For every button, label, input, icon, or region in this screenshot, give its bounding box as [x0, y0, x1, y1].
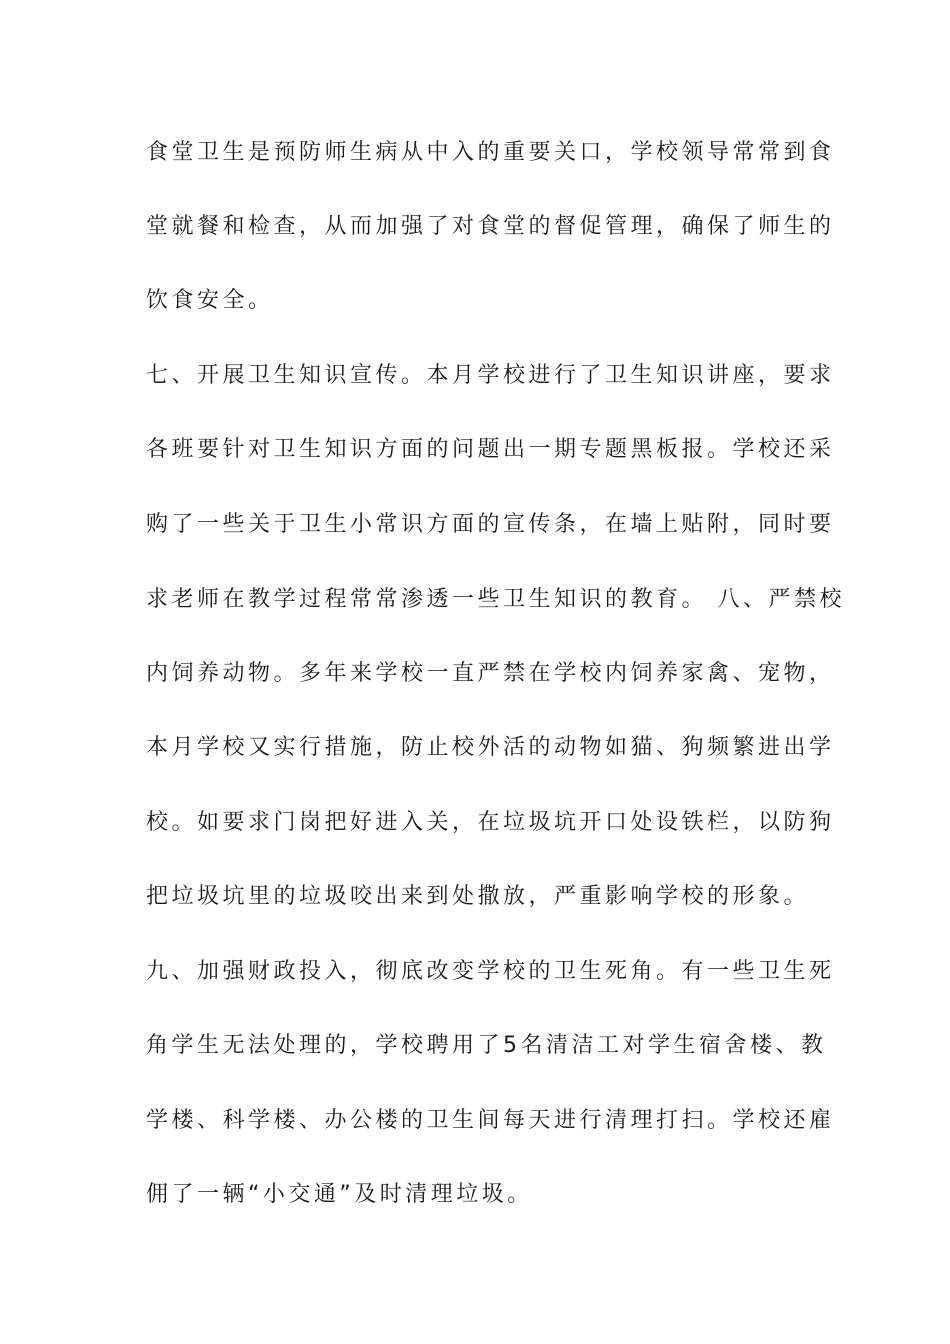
text-line: 校。如要求门岗把好进入关，在垃圾坑开口处设铁栏，以防狗 — [146, 810, 835, 835]
text-line: 角学生无法处理的，学校聘用了5名清洁工对学生宿舍楼、教 — [146, 1033, 827, 1058]
text-line: 把垃圾坑里的垃圾咬出来到处撒放，严重影响学校的形象。 — [146, 884, 810, 909]
text-line: 内饲养动物。多年来学校一直严禁在学校内饲养家禽、宠物， — [146, 661, 835, 686]
text-line: 堂就餐和检查，从而加强了对食堂的督促管理，确保了师生的 — [146, 214, 835, 239]
text-line: 七、开展卫生知识宣传。本月学校进行了卫生知识讲座，要求 — [146, 363, 835, 388]
text-line: 购了一些关于卫生小常识方面的宣传条，在墙上贴附，同时要 — [146, 512, 835, 537]
text-line: 饮食安全。 — [146, 288, 274, 313]
text-line: 佣了一辆“小交通”及时清理垃圾。 — [146, 1182, 533, 1207]
text-line: 九、加强财政投入，彻底改变学校的卫生死角。有一些卫生死 — [146, 959, 835, 984]
text-line: 各班要针对卫生知识方面的问题出一期专题黑板报。学校还采 — [146, 437, 835, 462]
text-line: 食堂卫生是预防师生病从中入的重要关口，学校领导常常到食 — [146, 140, 835, 165]
text-line: 求老师在教学过程常常渗透一些卫生知识的教育。 八、严禁校 — [146, 587, 845, 612]
text-line: 本月学校又实行措施，防止校外活的动物如猫、狗频繁进出学 — [146, 735, 835, 760]
text-line: 学楼、科学楼、办公楼的卫生间每天进行清理打扫。学校还雇 — [146, 1108, 835, 1133]
